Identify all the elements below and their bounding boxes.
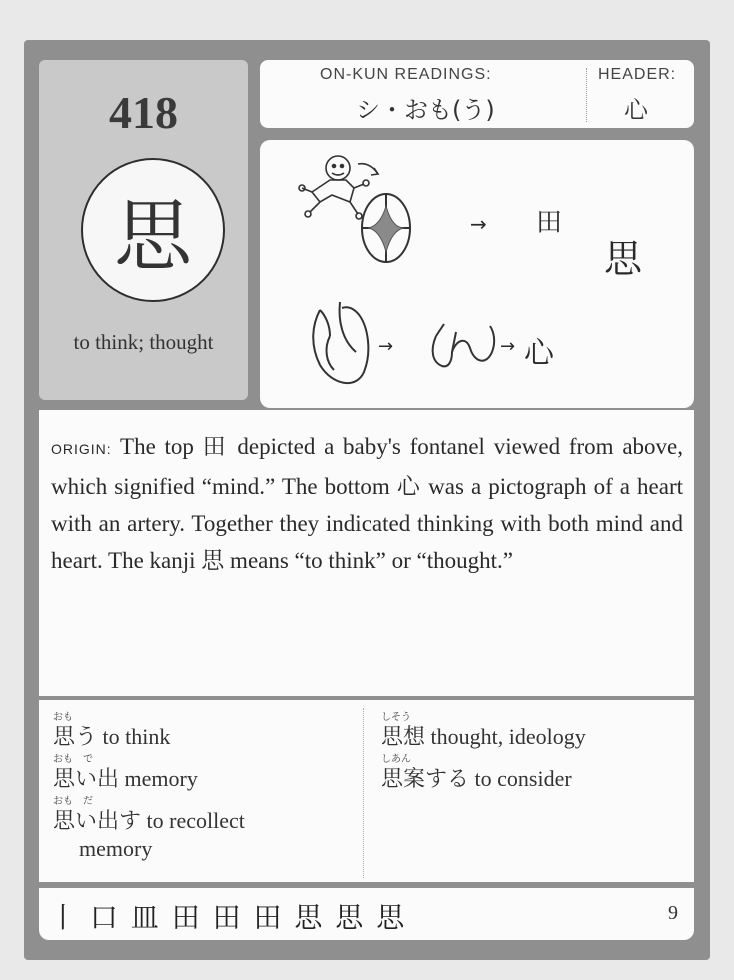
readings-divider — [586, 68, 587, 122]
vocab-item — [53, 804, 245, 835]
arrow-icon: → — [378, 336, 394, 357]
origin-label: ORIGIN: — [51, 441, 112, 457]
readings-label: ON-KUN READINGS: — [320, 66, 492, 83]
vocab-ruby: しあん — [381, 754, 411, 765]
vocab-ruby: しそう — [381, 712, 411, 723]
readings-panel — [260, 60, 694, 128]
origin-paragraph — [51, 428, 683, 579]
header-value: 心 — [624, 96, 648, 124]
header-label: HEADER: — [598, 66, 677, 83]
arrow-icon: → — [500, 336, 516, 357]
vocab-gloss: thought, ideology — [425, 724, 586, 749]
origin-panel — [39, 410, 694, 696]
vocab-kanji: 思い出 — [53, 767, 120, 792]
kanji-number-panel — [39, 60, 248, 400]
stroke-order-sequence: 丨 口 皿 田 田 田 思 思 思 — [49, 901, 407, 934]
vocab-ruby: おも だ — [53, 796, 93, 807]
vocab-ruby: おも — [53, 712, 73, 723]
vocab-gloss: to consider — [469, 766, 572, 791]
origin-illustration — [260, 140, 694, 408]
vocab-item — [381, 720, 586, 751]
vocab-kanji: 思想 — [381, 725, 426, 750]
illus-combined-kanji: 思 — [604, 237, 643, 281]
origin-text: The top 田 depicted a baby's fontanel viewed from above, which signified “mind.” The bottom 心 was a pictograph of a heart with an artery. Together they indicated thinking with both mind and heart. The kanji 思 means “to think” or “thought.” — [51, 434, 683, 573]
readings-value: シ・おも(う) — [356, 96, 495, 124]
vocab-gloss: to recollect — [141, 808, 245, 833]
vocab-gloss: memory — [119, 766, 198, 791]
kanji-number: 418 — [109, 87, 178, 138]
vocab-ruby: おも で — [53, 754, 93, 765]
vocabulary-panel — [39, 700, 694, 882]
vocab-item — [53, 720, 170, 751]
vocab-item — [381, 762, 572, 793]
vocab-gloss: to think — [97, 724, 171, 749]
kanji-character: 思 — [81, 158, 225, 302]
illus-lower-result: 心 — [524, 336, 554, 371]
vocab-kanji: 思う — [53, 725, 98, 750]
heart-simplified-icon — [433, 324, 495, 366]
vocab-item — [53, 762, 198, 793]
stroke-order-panel — [39, 888, 694, 940]
vocab-kanji: 思い出す — [53, 809, 142, 834]
vocab-kanji: 思案する — [381, 767, 470, 792]
kanji-card — [24, 40, 710, 960]
arrow-icon: → — [470, 212, 487, 236]
heart-artery-icon — [313, 302, 368, 383]
kanji-meaning: to think; thought — [73, 330, 214, 354]
vocab-gloss-continued: memory — [79, 836, 153, 861]
stroke-count: 9 — [668, 902, 678, 924]
illus-upper-result: 田 — [536, 208, 563, 238]
fontanel-icon — [362, 194, 410, 262]
vocab-divider — [363, 708, 364, 878]
